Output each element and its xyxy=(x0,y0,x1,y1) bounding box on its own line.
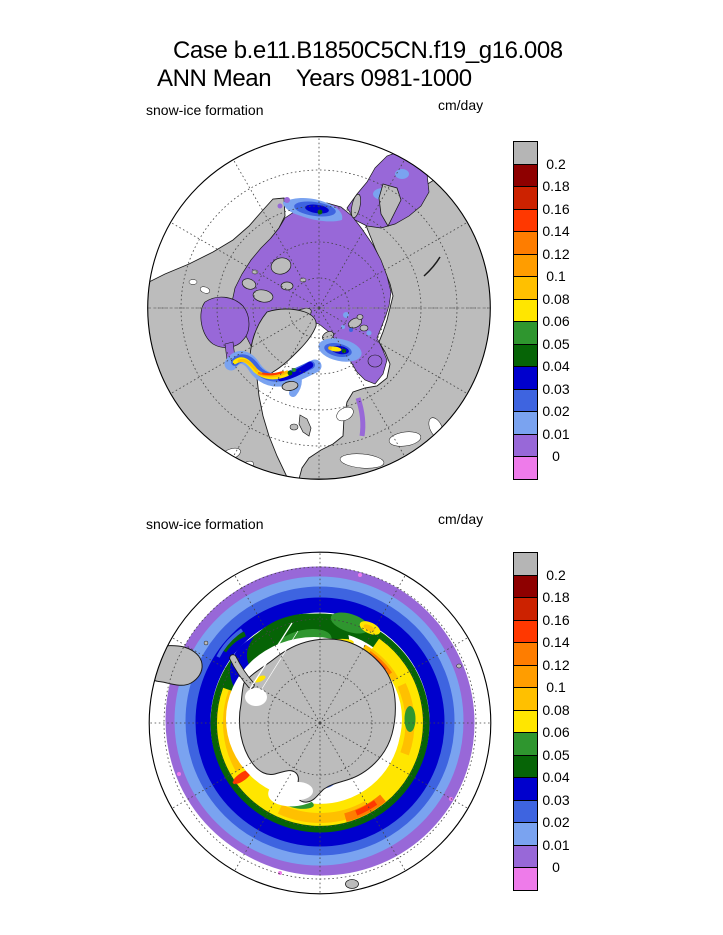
colorbar-tick-label: 0.12 xyxy=(542,656,570,673)
colorbar-tick-label: 0.18 xyxy=(542,178,570,194)
white-sea-ice xyxy=(368,355,382,367)
barents-lightblue-speckle xyxy=(343,312,349,318)
colorbar-tick-label: 0.02 xyxy=(542,403,570,419)
barents-lightblue-speckle xyxy=(341,325,345,329)
page-subtitle: ANN Mean Years 0981-1000 xyxy=(157,65,472,92)
colorbar-tick-label: 0.01 xyxy=(542,836,570,853)
colorbar-tick-label: 0.1 xyxy=(546,679,566,695)
south-island xyxy=(346,880,359,889)
field-label-south: snow-ice formation xyxy=(146,516,264,532)
units-label-south: cm/day xyxy=(438,511,484,527)
south-atlantic-islet xyxy=(204,641,208,645)
colorbar-tick-label: 0.06 xyxy=(542,313,570,329)
colorbar-tick-label: 0.14 xyxy=(542,223,570,239)
colorbar-tick-label: 0.14 xyxy=(542,634,570,650)
hudson-bay-ice xyxy=(201,297,249,347)
ross-ice-shelf-white xyxy=(283,782,313,800)
negative-value-speck xyxy=(358,573,362,577)
okhotsk-lightblue-patch xyxy=(395,169,409,179)
field-label-north: snow-ice formation xyxy=(146,102,264,118)
colorbar-tick-label: 0.08 xyxy=(542,701,570,718)
barents-blue-speckle xyxy=(349,328,353,332)
colorbar-tick-label: 0.02 xyxy=(542,814,570,830)
colorbar-tick-label: 0.2 xyxy=(546,566,566,583)
colorbar-tick-label: 0.1 xyxy=(546,268,566,284)
devon-island xyxy=(281,282,293,290)
colorbar-tick-label: 0.01 xyxy=(542,425,570,442)
south-america-tip xyxy=(153,646,202,686)
colorbar-tick-label: 0 xyxy=(552,448,560,464)
small-islet xyxy=(457,664,462,668)
arctic-map xyxy=(147,136,491,480)
svalbard xyxy=(360,325,368,331)
svalbard xyxy=(357,315,363,320)
colorbar-tick-label: 0.03 xyxy=(542,380,570,397)
colorbar-tick-label: 0.04 xyxy=(542,769,570,785)
colorbar-tick-label: 0 xyxy=(552,859,560,875)
colorbar-tick-label: 0.05 xyxy=(542,746,570,763)
colorbar-tick-label: 0.08 xyxy=(542,290,570,307)
colorbar-tick-label: 0.16 xyxy=(542,611,570,628)
barents-lightblue-speckle xyxy=(367,331,372,336)
great-bear-lake xyxy=(189,280,197,285)
colorbar-tick-label: 0.06 xyxy=(542,724,570,740)
colorbar-tick-label: 0.16 xyxy=(542,200,570,217)
colorbar-tick-label: 0.18 xyxy=(542,589,570,605)
colorbar-tick-label: 0.03 xyxy=(542,791,570,808)
page-title: Case b.e11.B1850C5CN.f19_g16.008 xyxy=(173,37,563,64)
units-label-north: cm/day xyxy=(438,97,484,113)
negative-value-speck xyxy=(177,772,181,776)
weddell-ice-shelf-white xyxy=(245,688,267,706)
colorbar-tick-label: 0.05 xyxy=(542,335,570,352)
colorbar-tick-label: 0.04 xyxy=(542,358,570,374)
antarctic-map xyxy=(148,551,492,895)
colorbar-tick-label: 0.2 xyxy=(546,155,566,172)
colorbar-tick-label: 0.12 xyxy=(542,245,570,262)
ireland xyxy=(290,424,298,430)
